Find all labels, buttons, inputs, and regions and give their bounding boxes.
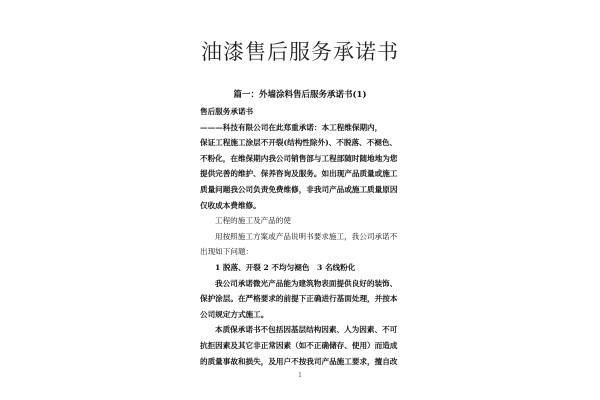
page-number: 1 [298, 372, 302, 379]
paragraph-usage [200, 229, 418, 260]
paragraph-line: 出现如下问题： [200, 247, 254, 257]
paragraph-line: 质量问题我公司负责免费维修，非我司产品或施工质量原因 [200, 184, 398, 194]
paragraph-line: 不粉化，在维保期内我公司销售部与工程部随时随地地为您 [200, 153, 398, 163]
paragraph-line: 我公司承诺微光产品能为建筑物表面提供良好的装饰、 [215, 278, 398, 288]
paragraph-line: 本质保承诺书不包括因基层结构因素、人为因素、不可 [215, 325, 398, 335]
paragraph-line: ———科技有限公司在此郑重承诺：本工程维保期内， [200, 122, 383, 132]
paragraph-line: 保护涂层。在严格要求的前提下正确进行基面处理，并按本 [200, 294, 398, 304]
document-subtitle: 篇一：外墙涂料售后服务承诺书(1) [233, 90, 367, 100]
paragraph-line: 的质量事故和损失，及用户不按我司产品施工要求，擅自改 [200, 356, 398, 366]
paragraph-commitment [200, 120, 418, 214]
paragraph-line: 抗拒因素及其它非正常因素（如不正确储存、使用）而造成 [200, 340, 398, 350]
paragraph-line: 公司规定方式施工。 [200, 309, 269, 319]
paragraph-line: 提供完善的维护、保养咨询及服务。如出现产品质量或施工 [200, 169, 398, 179]
paragraph-product [200, 276, 418, 323]
paragraph-line: 用按照施工方案或产品说明书要求施工，我公司承诺不 [215, 231, 398, 241]
document-body [200, 104, 418, 369]
issues-list: 1 脱落、开裂 2 不均匀褪色 3 名线粉化 [215, 262, 356, 272]
paragraph-exclusions [200, 322, 418, 369]
paragraph-line: 仅收成本费维修。 [200, 200, 261, 210]
section-heading: 售后服务承诺书 [200, 107, 254, 116]
document-title: 油漆售后服务承诺书 [201, 40, 399, 64]
paragraph-line: 保证工程施工涂层不开裂(结构性除外)、不脱落、不褪色、 [200, 138, 398, 148]
paragraph-construction: 工程的施工及产品的使 [215, 216, 291, 226]
